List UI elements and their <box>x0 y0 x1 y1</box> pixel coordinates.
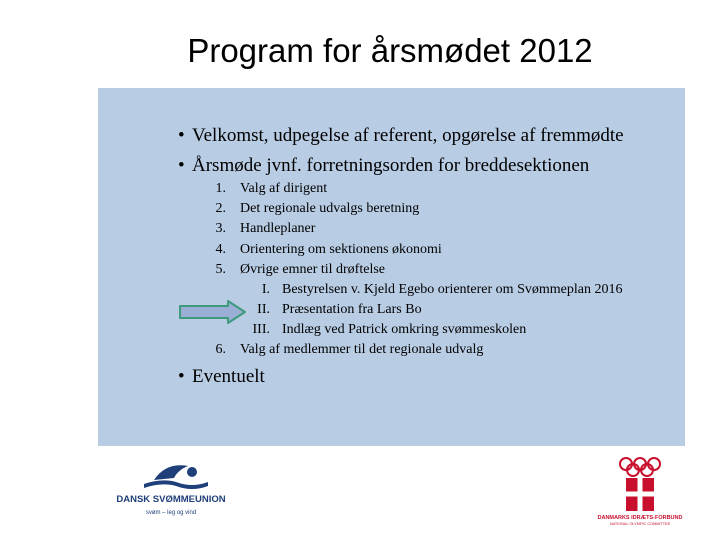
logo-tagline-text: svøm – leg og vind <box>145 510 197 516</box>
subitem-text: Bestyrelsen v. Kjeld Egebo orienterer om Svømmeplan 2016 <box>282 282 623 297</box>
olympic-rings-icon <box>596 454 686 526</box>
dif-name-text: DANMARKS IDRÆTS-FORBUND <box>597 515 683 521</box>
subitem-text: Præsentation fra Lars Bo <box>282 302 422 317</box>
subitem-number: III. <box>252 322 270 337</box>
agenda-number: 4. <box>215 242 226 257</box>
subitem-number: I. <box>261 282 270 297</box>
bullet-text: Årsmøde jvnf. forretningsorden for breddesektionen <box>192 155 590 176</box>
bullet-item-2 <box>178 155 589 177</box>
agenda-number: 6. <box>215 342 226 357</box>
dansk-svoemmeunion-logo <box>96 458 246 523</box>
subitem-text: Indlæg ved Patrick omkring svømmeskolen <box>282 322 527 337</box>
bullet-text: Eventuelt <box>192 366 265 387</box>
agenda-text: Øvrige emner til drøftelse <box>240 262 386 277</box>
agenda-number: 1. <box>215 181 226 196</box>
agenda-text: Orientering om sektionens økonomi <box>240 242 442 257</box>
swimmer-logo-icon <box>96 458 246 518</box>
bullet-dot: • <box>178 366 185 387</box>
agenda-text: Valg af dirigent <box>240 181 328 196</box>
agenda-text: Valg af medlemmer til det regionale udvalg <box>240 342 484 357</box>
agenda-number: 5. <box>215 262 226 277</box>
agenda-text: Det regionale udvalgs beretning <box>240 201 420 216</box>
dif-sub-text: NATIONAL OLYMPIC COMMITTEE <box>609 522 671 526</box>
bullet-item-1 <box>178 125 624 147</box>
slide-title: Program for årsmødet 2012 <box>187 32 593 69</box>
agenda-number: 3. <box>215 221 226 236</box>
agenda-text: Handleplaner <box>240 221 316 236</box>
arrow-right-icon <box>178 299 248 330</box>
bullet-text: Velkomst, udpegelse af referent, opgørelse af fremmødte <box>192 125 624 146</box>
bullet-item-3 <box>178 366 265 388</box>
logo-name-text: DANSK SVØMMEUNION <box>116 494 226 505</box>
dif-logo <box>596 454 686 531</box>
bullet-dot: • <box>178 125 185 146</box>
bullet-dot: • <box>178 155 185 176</box>
agenda-number: 2. <box>215 201 226 216</box>
subitem-number: II. <box>257 302 270 317</box>
